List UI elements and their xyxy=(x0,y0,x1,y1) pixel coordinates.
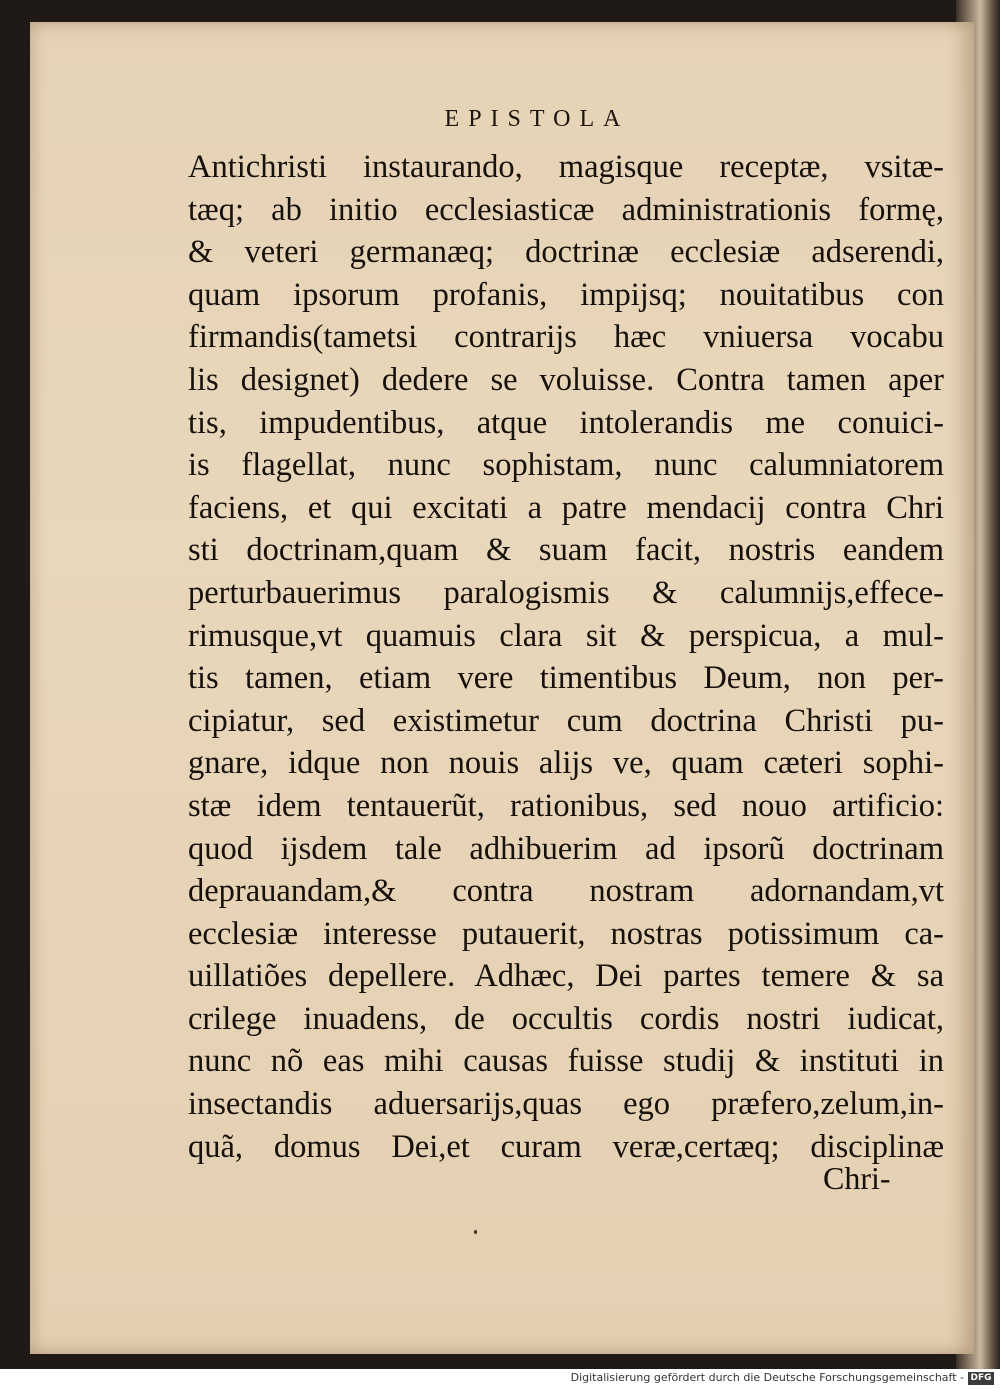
text-line: tis, impudentibus, atque intolerandis me conuici- xyxy=(188,404,944,441)
text-line: lis designet) dedere se voluisse. Contra tamen aper xyxy=(188,361,944,398)
text-line: rimusque,vt quamuis clara sit & perspicua, a mul- xyxy=(188,617,944,654)
text-line: & veteri germanæq; doctrinæ ecclesiæ adserendi, xyxy=(188,234,944,271)
text-line: is flagellat, nunc sophistam, nunc calumniatorem xyxy=(188,447,944,484)
text-line: quã, domus Dei,et curam veræ,certæq; disciplinæ xyxy=(188,1128,944,1165)
text-line: gnare, idque non nouis alijs ve, quam cæteri sophi- xyxy=(188,745,944,782)
text-line: stæ idem tentauerũt, rationibus, sed nouo artificio: xyxy=(188,787,944,824)
footer-strip xyxy=(0,1369,1000,1389)
running-head: EPISTOLA xyxy=(444,106,630,132)
body-text xyxy=(188,146,944,1168)
ink-speck xyxy=(474,1230,477,1234)
text-line: cipiatur, sed existimetur cum doctrina Christi pu- xyxy=(188,702,944,739)
text-line: Antichristi instaurando, magisque receptæ, vsitæ- xyxy=(188,149,944,185)
text-line: nunc nõ eas mihi causas fuisse studij & instituti in xyxy=(188,1043,944,1080)
text-line: perturbauerimus paralogismis & calumnijs,effece- xyxy=(188,574,944,611)
text-line: insectandis aduersarijs,quas ego præfero,zelum,in- xyxy=(188,1086,944,1123)
text-line: ecclesiæ interesse putauerit, nostras potissimum ca- xyxy=(188,915,944,952)
book-page xyxy=(30,22,974,1354)
text-line: crilege inuadens, de occultis cordis nostri iudicat, xyxy=(188,1000,944,1037)
dfg-logo-icon: DFG xyxy=(968,1372,994,1385)
text-line: faciens, et qui excitati a patre mendacij contra Chri xyxy=(188,489,944,526)
funding-credit: Digitalisierung gefördert durch die Deutsche Forschungsgemeinschaft - xyxy=(570,1371,964,1384)
text-line: quam ipsorum profanis, impijsq; nouitatibus con xyxy=(188,276,944,313)
text-line: uillatiões depellere. Adhæc, Dei partes temere & sa xyxy=(188,958,944,995)
text-line: firmandis(tametsi contrarijs hæc vniuersa vocabu xyxy=(188,319,944,356)
catchword: Chri- xyxy=(823,1160,891,1196)
text-line: deprauandam,& contra nostram adornandam,vt xyxy=(188,873,944,910)
text-line: tæq; ab initio ecclesiasticæ administrationis formę, xyxy=(188,191,944,228)
text-line: sti doctrinam,quam & suam facit, nostris eandem xyxy=(188,532,944,569)
text-line: tis tamen, etiam vere timentibus Deum, non per- xyxy=(188,660,944,697)
text-line: quod ijsdem tale adhibuerim ad ipsorũ doctrinam xyxy=(188,830,944,867)
